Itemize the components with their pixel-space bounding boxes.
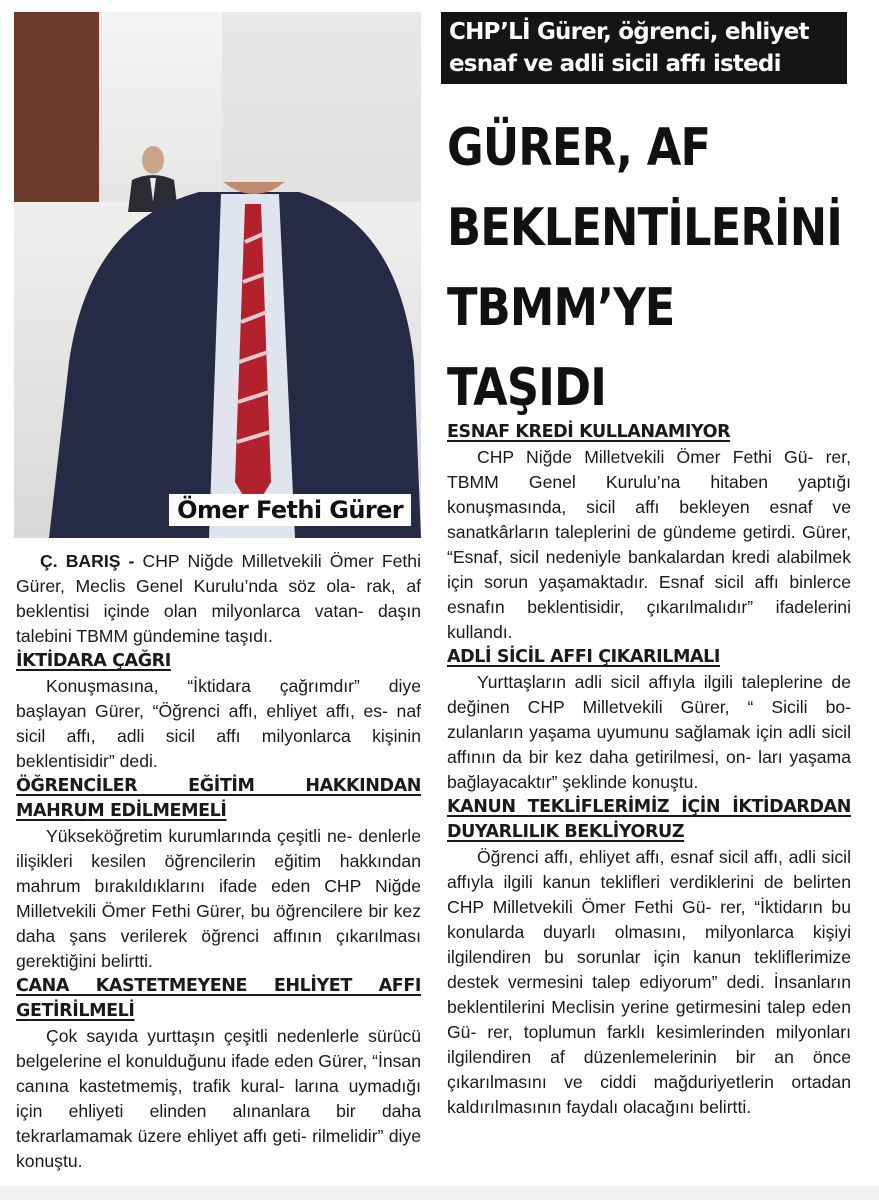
left-column: [16, 549, 421, 1174]
kicker-banner: CHP’Lİ Gürer, öğrenci, ehliyet esnaf ve adli sicil affı istedi: [441, 12, 847, 84]
section-heading: CANA KASTETMEYENE EHLİYET AFFI GETİRİLMELİ: [16, 976, 421, 1021]
section-text: Konuşmasına, “İktidara çağrımdır” diye başlayan Gürer, “Öğrenci affı, ehliyet affı, es- naf sicil affı, adli sicil affı milyonlarca kişinin beklentisidir” dedi.: [16, 676, 421, 771]
lead-paragraph: [16, 549, 421, 649]
article-photo: [14, 12, 421, 538]
section-heading: İKTİDARA ÇAĞRI: [16, 651, 171, 671]
page-bottom-edge: [0, 1186, 879, 1200]
section-heading: ÖĞRENCİLER EĞİTİM HAKKINDAN MAHRUM EDİLMEMELİ: [16, 776, 421, 821]
photo-wall: [14, 12, 99, 202]
headline: GÜRER, AF BEKLENTİLERİNİ TBMM’YE TAŞIDI: [447, 118, 843, 418]
photo-caption: Ömer Fethi Gürer: [169, 494, 411, 526]
section-heading: KANUN TEKLİFLERİMİZ İÇİN İKTİDARDAN DUYARLILIK BEKLİYORUZ: [447, 797, 851, 842]
section-heading: ADLİ SİCİL AFFI ÇIKARILMALI: [447, 647, 721, 667]
speaker-portrait-figure: [49, 182, 421, 538]
lead-text: CHP Niğde Milletvekili Ömer Fethi Gürer, Meclis Genel Kurulu’nda söz ola- rak, af beklentisi içinde olan milyonlarca vatan- daşın talebini TBMM gündemine taşıdı.: [16, 551, 421, 646]
section-text: Yurttaşların adli sicil affıyla ilgili taleplerine de değinen CHP Milletvekili Gürer, “ Sicili bo- zulanların yaşama uyumunu sağlamak için adli sicil affının da bir kez daha getirilmesi, on- ları yaşama bağlayacaktır” şeklinde konuştu.: [447, 672, 851, 792]
section-text: CHP Niğde Milletvekili Ömer Fethi Gü- rer, TBMM Genel Kurulu’na hitaben yaptığı konuşmasında, sicil affı bekleyen esnaf ve sanatkârların taleplerini de gündeme getirdi. Gürer, “Esnaf, sicil nedeniyle bankalardan kredi alabilmek için sorun yaşamaktadır. Esnaf sicil affı binlerce esnafın beklentisidir, çıkarılmalıdır” ifadelerini kullandı.: [447, 447, 851, 642]
byline: Ç. BARIŞ -: [40, 551, 135, 571]
section-text: Yükseköğretim kurumlarında çeşitli ne- denlerle ilişikleri kesilen öğrencilerin eğitim hakkından mahrum bırakıldıklarını ifade eden CHP Niğde Milletvekili Ömer Fethi Gürer, bu öğrencilere bir kez daha şans verilerek öğrenci affının çıkarılması gerektiğini belirtti.: [16, 826, 421, 971]
right-column: [447, 420, 851, 1120]
section-heading: ESNAF KREDİ KULLANAMIYOR: [447, 422, 731, 442]
section-text: Öğrenci affı, ehliyet affı, esnaf sicil affı, adli sicil affıyla ilgili kanun teklifleri verdiklerini de belirten CHP Milletvekili Ömer Fethi Gü- rer, “İktidarın bu konularda duyarlı olmasını, milyonlarca kişiyi ilgilendiren bu sorunlar için kanun tekliflerimize destek vermesini talep ediyorum” dedi. İnsanların beklentilerini Meclisin yerine getirmesini talep eden Gü- rer, toplumun farklı kesimlerinden milyonları ilgilendiren af düzenlemelerinin bir an önce çıkarılmasını ve ciddi mağduriyetlerin ortadan kaldırılmasının faydalı olacağını belirtti.: [447, 847, 851, 1117]
section-text: Çok sayıda yurttaşın çeşitli nedenlerle sürücü belgelerine el konulduğunu ifade eden Gürer, “İnsan canına kastetmemiş, trafik kural- larına uymadığı için ehliyeti elinden alınanlara bir daha tekrarlamamak üzere ehliyet affı geti- rilmelidir” diye konuştu.: [16, 1026, 421, 1171]
